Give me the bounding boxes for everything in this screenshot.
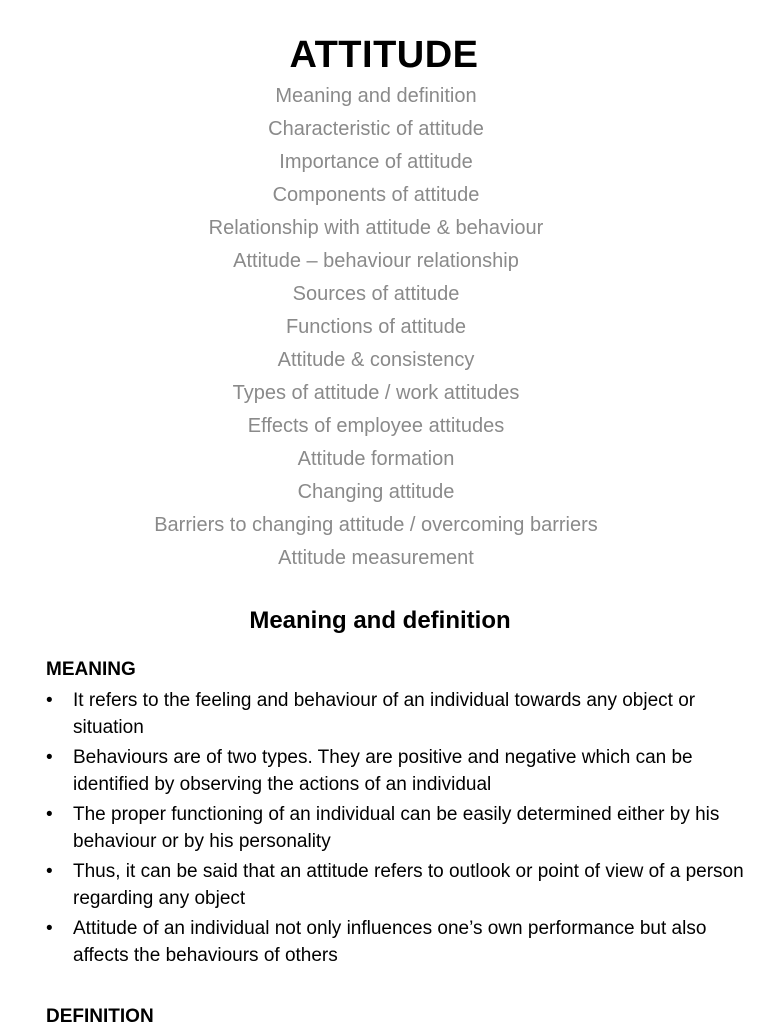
toc-item: Attitude & consistency — [277, 349, 475, 371]
toc-item: Attitude measurement — [278, 547, 474, 569]
bullet-item — [46, 688, 746, 741]
bullet-text: Behaviours are of two types. They are positive and negative which can be identified by observing the actions of an individual — [73, 747, 693, 795]
definition-heading: DEFINITION — [46, 1006, 154, 1027]
toc-item: Characteristic of attitude — [268, 118, 484, 140]
toc-item: Importance of attitude — [279, 151, 473, 173]
bullet-icon: • — [46, 804, 53, 825]
bullet-item — [46, 802, 746, 855]
toc-item: Barriers to changing attitude / overcoming barriers — [154, 514, 598, 536]
toc-item: Changing attitude — [297, 481, 455, 503]
document-title: ATTITUDE — [289, 34, 479, 76]
toc-item: Meaning and definition — [275, 85, 477, 107]
toc-item: Attitude – behaviour relationship — [233, 250, 519, 272]
bullet-icon: • — [46, 747, 53, 768]
toc-item: Types of attitude / work attitudes — [232, 382, 520, 404]
toc-item: Sources of attitude — [292, 283, 460, 305]
bullet-item — [46, 859, 746, 912]
bullet-icon: • — [46, 861, 53, 882]
bullet-text: Attitude of an individual not only influences one’s own performance but also affects the behaviours of others — [73, 918, 707, 966]
table-of-contents — [0, 80, 752, 575]
bullet-text: Thus, it can be said that an attitude refers to outlook or point of view of a person regarding any object — [73, 861, 744, 909]
meaning-heading: MEANING — [46, 659, 136, 680]
section-heading: Meaning and definition — [249, 607, 511, 634]
toc-item: Functions of attitude — [285, 316, 467, 338]
bullet-text: The proper functioning of an individual can be easily determined either by his behaviour or by his personality — [73, 804, 720, 852]
bullet-item — [46, 745, 746, 798]
bullet-text: It refers to the feeling and behaviour of an individual towards any object or situation — [73, 690, 696, 738]
toc-item: Effects of employee attitudes — [247, 415, 505, 437]
toc-item: Attitude formation — [297, 448, 455, 470]
bullet-item — [46, 916, 746, 969]
toc-item: Relationship with attitude & behaviour — [208, 217, 544, 239]
toc-item: Components of attitude — [272, 184, 480, 206]
bullet-icon: • — [46, 690, 53, 711]
bullet-icon: • — [46, 918, 53, 939]
meaning-bullet-list — [46, 688, 746, 973]
